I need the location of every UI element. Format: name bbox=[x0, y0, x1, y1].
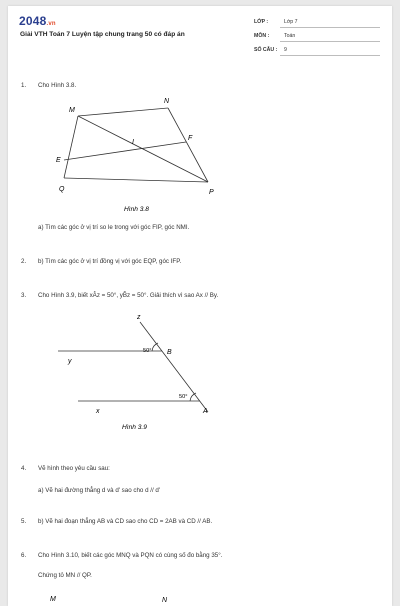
question-2-number: 2. bbox=[21, 258, 27, 265]
question-4-number: 4. bbox=[21, 465, 27, 472]
point-b-label: B bbox=[167, 349, 172, 356]
count-value: 9 bbox=[284, 47, 287, 53]
point-f-label: F bbox=[188, 135, 193, 142]
figure-3-9 bbox=[48, 308, 228, 436]
point-n-label: N bbox=[164, 98, 170, 105]
class-underline bbox=[280, 27, 380, 28]
segment-mp bbox=[78, 116, 208, 182]
question-5-text: b) Vẽ hai đoạn thẳng AB và CD sao cho CD = 2AB và CD // AB. bbox=[38, 518, 213, 525]
ray-x-label: x bbox=[96, 408, 100, 415]
class-value: Lớp 7 bbox=[284, 19, 298, 25]
subject-underline bbox=[280, 41, 380, 42]
point-p-label: P bbox=[209, 189, 214, 196]
class-label: LỚP : bbox=[254, 19, 269, 25]
point-a-label: A bbox=[203, 408, 208, 415]
segment-mq bbox=[64, 116, 78, 178]
question-2-text: b) Tìm các góc ở vị trí đồng vị với góc EQP, góc IFP. bbox=[38, 258, 182, 265]
angle-a-arc bbox=[190, 393, 196, 401]
question-5-number: 5. bbox=[21, 518, 27, 525]
segment-np bbox=[168, 108, 208, 182]
question-6-number: 6. bbox=[21, 552, 27, 559]
count-label: SỐ CÂU : bbox=[254, 47, 278, 53]
point-m-label: M bbox=[69, 107, 75, 114]
question-3-text: Cho Hình 3.9, biết xÂz = 50°, yB̂z = 50°. Giải thích vì sao Ax // By. bbox=[38, 292, 219, 299]
figure-3-8 bbox=[48, 98, 228, 224]
question-4-text: Vẽ hình theo yêu cầu sau: bbox=[38, 465, 110, 472]
segment-qp bbox=[64, 178, 208, 182]
question-1-text: Cho Hình 3.8. bbox=[38, 82, 77, 89]
point-n-label-3-10: N bbox=[162, 597, 168, 602]
question-1-subquestion: a) Tìm các góc ở vị trí so le trong với góc FIP, góc NMI. bbox=[38, 224, 190, 231]
subject-value: Toán bbox=[284, 33, 296, 39]
document-page bbox=[8, 6, 392, 606]
point-e-label: E bbox=[56, 157, 61, 164]
segment-ef bbox=[64, 142, 186, 160]
question-6-text: Cho Hình 3.10, biết các góc MNQ và PQN có cùng số đo bằng 35°. bbox=[38, 552, 223, 559]
point-i-label: I bbox=[132, 139, 134, 146]
ray-z-label: z bbox=[137, 314, 141, 321]
ray-y-label: y bbox=[68, 358, 72, 365]
question-3-number: 3. bbox=[21, 292, 27, 299]
question-6-subquestion: Chứng tỏ MN // QP. bbox=[38, 572, 92, 579]
question-4-subquestion: a) Vẽ hai đường thẳng d và d' sao cho d // d' bbox=[38, 487, 161, 494]
angle-a-value: 50° bbox=[179, 394, 188, 400]
segment-mn bbox=[78, 108, 168, 116]
question-1-number: 1. bbox=[21, 82, 27, 89]
subject-label: MÔN : bbox=[254, 33, 270, 39]
transversal-z bbox=[140, 322, 208, 412]
document-title: Giải VTH Toán 7 Luyện tập chung trang 50 có đáp án bbox=[20, 31, 185, 38]
count-underline bbox=[280, 55, 380, 56]
figure-3-8-caption: Hình 3.8 bbox=[124, 206, 149, 213]
site-logo[interactable]: 2048.vn bbox=[19, 14, 56, 28]
figure-3-9-caption: Hình 3.9 bbox=[122, 424, 147, 431]
point-q-label: Q bbox=[59, 186, 65, 193]
point-m-label-3-10: M bbox=[50, 596, 56, 602]
angle-b-value: 50° bbox=[143, 348, 152, 354]
